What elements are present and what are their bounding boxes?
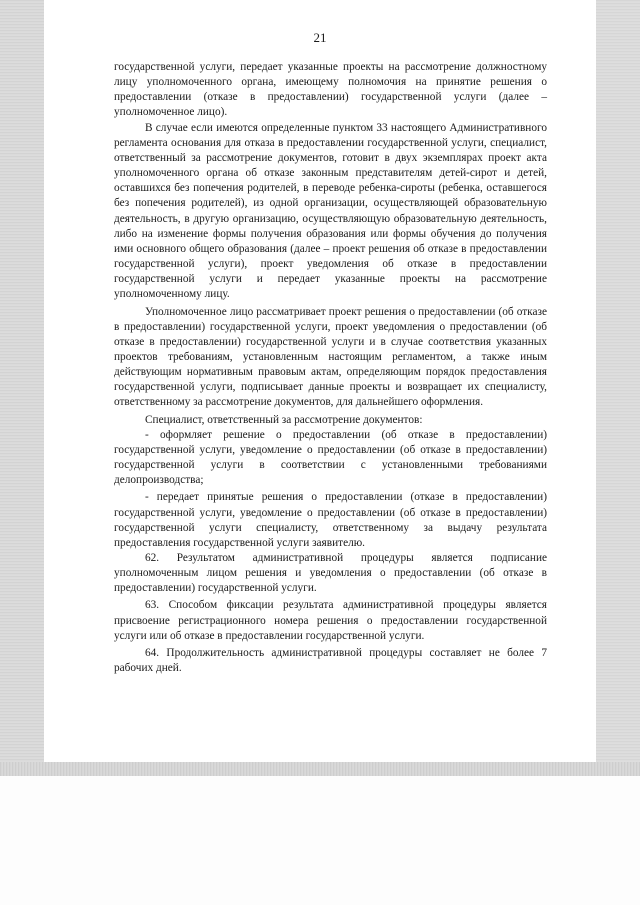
document-body [114,60,547,676]
paragraph-specialist-heading: Специалист, ответственный за рассмотрение документов: [145,413,423,426]
paragraph-continuation: государственной услуги, передает указанные проекты на рассмотрение должностному лицу уполномоченного органа, имеющему полномочия на принятие решения о предоставлении (отказе в предоставлении) государственной услуги (далее – уполномоченное лицо). [114,61,547,119]
list-item-transfer-decision: - передает принятые решения о предоставлении (отказе в предоставлении) государственной услуги, уведомление о предоставлении (об отказе в предоставлении) государственной услуги специалисту, ответственному за выдачу результата предоставления государственной услуги заявителю. [114,491,547,549]
paragraph-64: 64. Продолжительность административной процедуры составляет не более 7 рабочих дней. [114,646,547,675]
page-number: 21 [313,30,327,45]
list-item-draft-decision: - оформляет решение о предоставлении (об отказе в предоставлении) государственной услуги, уведомление о предоставлении (об отказе в предоставлении) государственной услуги в соответствии с установленными требованиями делопроизводства; [114,428,547,487]
scan-edge-right [596,0,640,775]
paragraph-refusal-grounds: В случае если имеются определенные пунктом 33 настоящего Административного регламента основания для отказа в предоставлении государственной услуги, специалист, ответственный за рассмотрение документов, готовит в двух экземплярах проект акта уполномоченного органа об отказе законным представителям детей-сирот и детей, оставшихся без попечения родителей, в переводе ребенка-сироты (ребенка, оставшегося без попечения родителей), из одной организации, осуществляющей образовательную деятельность, в другую организацию, осуществляющую образовательную деятельность, либо на изменение формы получения образования или формы обучения до получения ими основного общего образования (далее – проект решения об отказе в предоставлении государственной услуги), проект уведомления об отказе в предоставлении государственной услуги и передает указанные проекты на рассмотрение уполномоченному лицу. [114,121,547,301]
paragraph-62: 62. Результатом административной процедуры является подписание уполномоченным лицом решения и уведомления о предоставлении (об отказе в предоставлении) государственной услуги. [114,552,547,595]
document-sheet [44,0,596,762]
paragraph-63: 63. Способом фиксации результата административной процедуры является присвоение регистрационного номера решения о предоставлении государственной услуги или об отказе в предоставлении государственной услуги. [114,599,547,642]
scan-edge-left [0,0,44,775]
paragraph-authorized-person: Уполномоченное лицо рассматривает проект решения о предоставлении (об отказе в предоставлении) государственной услуги, проект уведомления о предоставлении (об отказе в предоставлении) государственной услуги и в случае соответствия указанных проектов требованиям, установленным настоящим регламентом, а также иным действующим нормативным правовым актам, определяющим порядок предоставления государственной услуги, подписывает данные проекты и возвращает их специалисту, ответственному за рассмотрение документов, для дальнейшего оформления. [114,305,547,409]
scan-edge-bottom [0,762,640,776]
